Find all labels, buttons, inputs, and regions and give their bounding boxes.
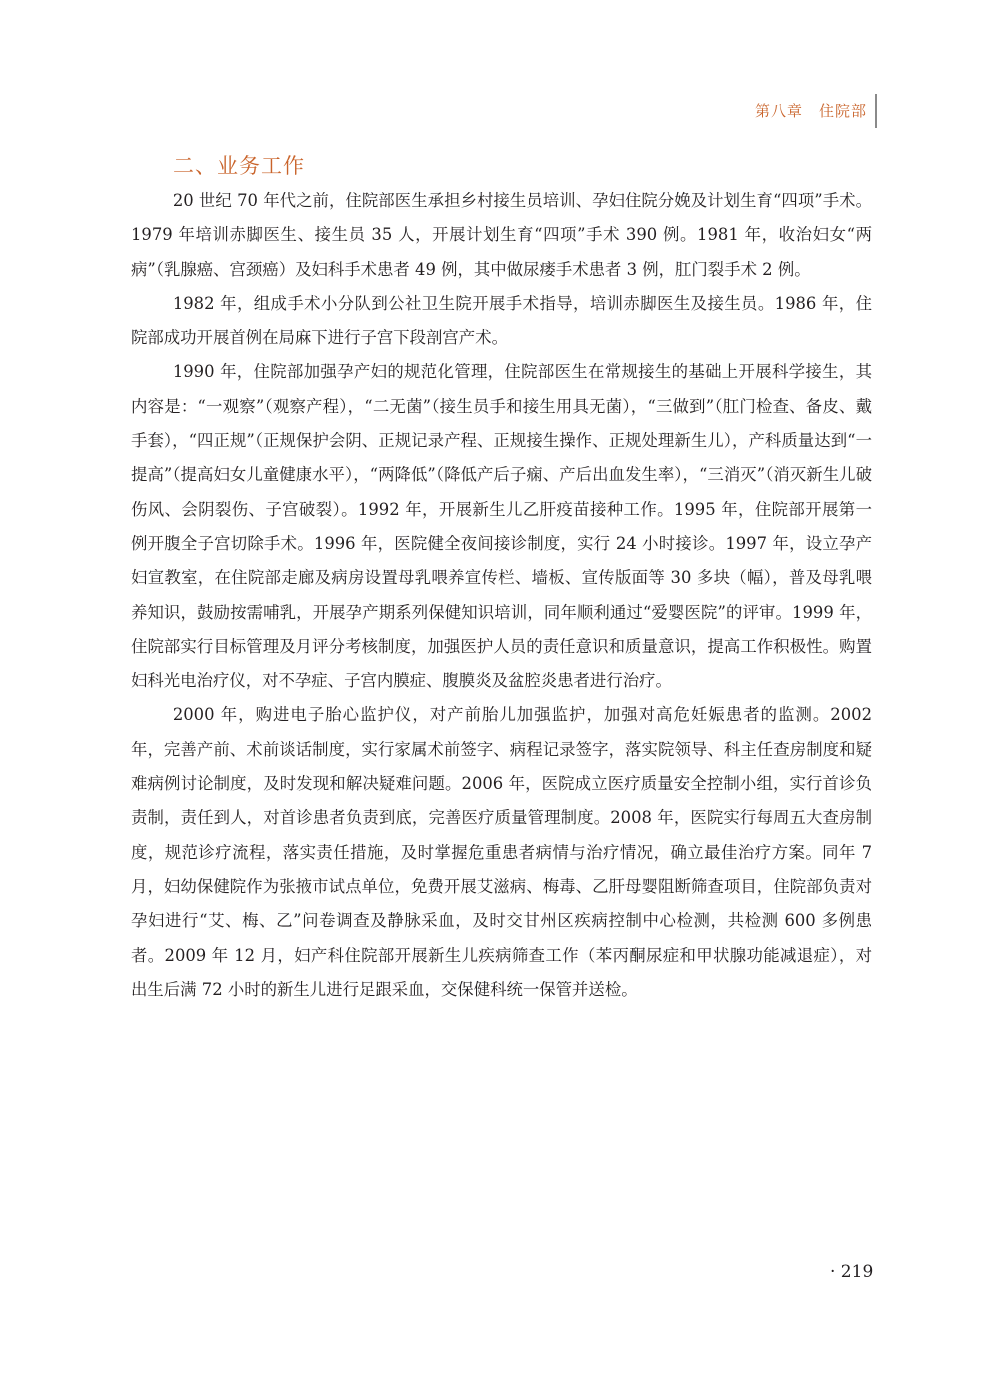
header-divider — [875, 94, 877, 128]
paragraph: 2000 年，购进电子胎心监护仪，对产前胎儿加强监护，加强对高危妊娠患者的监测。2002 年，完善产前、术前谈话制度，实行家属术前签字、病程记录签字，落实院领导、科主任查房制度和疑难病例讨论制度，及时发现和解决疑难问题。2006 年，医院成立医疗质量安全控制小组，实行首诊负责制，责任到人，对首诊患者负责到底，完善医疗质量管理制度。2008 年，医院实行每周五大查房制度，规范诊疗流程，落实责任措施，及时掌握危重患者病情与治疗情况，确立最佳治疗方案。同年 7 月，妇幼保健院作为张掖市试点单位，免费开展艾滋病、梅毒、乙肝母婴阻断筛查项目，住院部负责对孕妇进行“艾、梅、乙”问卷调查及静脉采血，及时交甘州区疾病控制中心检测，共检测 600 多例患者。2009 年 12 月，妇产科住院部开展新生儿疾病筛查工作（苯丙酮尿症和甲状腺功能减退症），对出生后满 72 小时的新生儿进行足跟采血，交保健科统一保管并送检。 — [131, 705, 872, 999]
page-number: · 219 — [830, 1262, 874, 1282]
running-header: 第八章 住院部 — [754, 102, 867, 120]
paragraph: 1982 年，组成手术小分队到公社卫生院开展手术指导，培训赤脚医生及接生员。1986 年，住院部成功开展首例在局麻下进行子宫下段剖宫产术。 — [131, 293, 872, 348]
body-text — [131, 184, 872, 1007]
paragraph: 1990 年，住院部加强孕产妇的规范化管理，住院部医生在常规接生的基础上开展科学接生，其内容是：“一观察”（观察产程），“二无菌”（接生员手和接生用具无菌），“三做到”（肛门检查、备皮、戴手套），“四正规”（正规保护会阴、正规记录产程、正规接生操作、正规处理新生儿），产科质量达到“一提高”（提高妇女儿童健康水平），“两降低”（降低产后子痫、产后出血发生率），“三消灭”（消灭新生儿破伤风、会阴裂伤、子宫破裂）。1992 年，开展新生儿乙肝疫苗接种工作。1995 年，住院部开展第一例开腹全子宫切除手术。1996 年，医院健全夜间接诊制度，实行 24 小时接诊。1997 年，设立孕产妇宣教室，在住院部走廊及病房设置母乳喂养宣传栏、墙板、宣传版面等 30 多块（幅），普及母乳喂养知识，鼓励按需哺乳，开展孕产期系列保健知识培训，同年顺利通过“爱婴医院”的评审。1999 年，住院部实行目标管理及月评分考核制度，加强医护人员的责任意识和质量意识，提高工作积极性。购置妇科光电治疗仪，对不孕症、子宫内膜症、腹膜炎及盆腔炎患者进行治疗。 — [131, 362, 872, 691]
paragraph: 20 世纪 70 年代之前，住院部医生承担乡村接生员培训、孕妇住院分娩及计划生育“四项”手术。1979 年培训赤脚医生、接生员 35 人，开展计划生育“四项”手术 390 例。1981 年，收治妇女“两病”（乳腺癌、宫颈癌）及妇科手术患者 49 例，其中做尿瘘手术患者 3 例，肛门裂手术 2 例。 — [131, 191, 872, 279]
section-heading: 二、业务工作 — [173, 154, 305, 178]
